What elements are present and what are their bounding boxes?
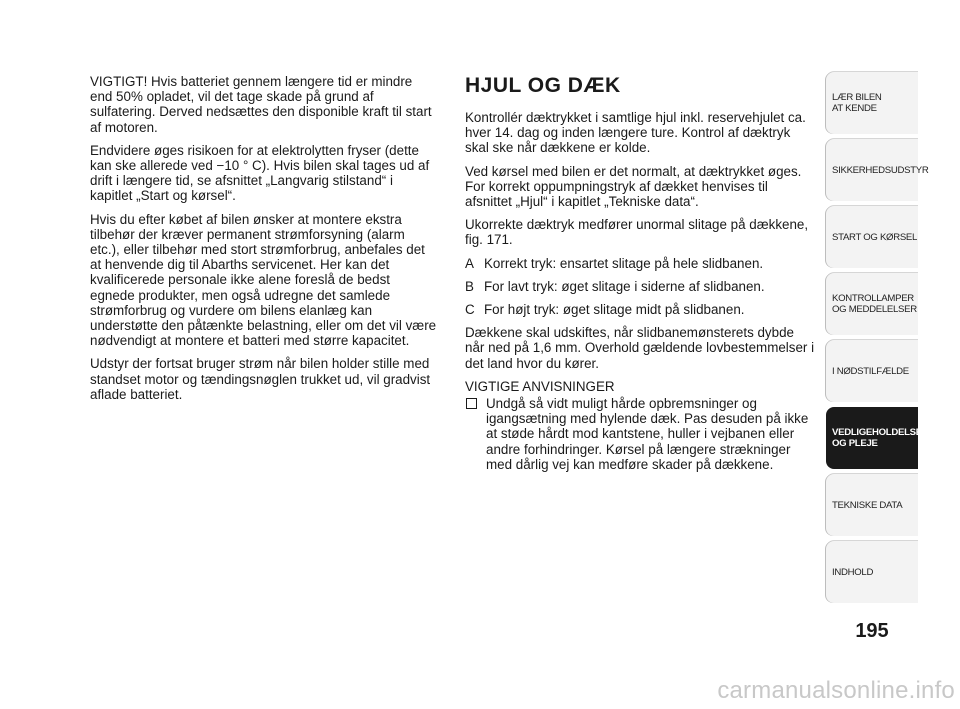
checkbox-bullet-icon: [466, 398, 477, 409]
tab-label: START OG KØRSEL: [832, 231, 918, 243]
list-key: B: [465, 278, 474, 294]
tab-i-noedstilfaelde[interactable]: [826, 340, 918, 402]
paragraph-replace-tyres: Dækkene skal udskiftes, når slidbanemønsterets dybde når ned på 1,6 mm. Overhold gældende lovbestemmelser i det land hvor du kører.: [465, 325, 815, 371]
tab-label: KONTROLLAMPER OG MEDDELELSER: [832, 293, 917, 315]
paragraph-pressure-check: Kontrollér dæktrykket i samtlige hjul inkl. reservehjulet ca. hver 14. dag og inden længere ture. Kontrol af dæktryk skal ske når dækkene er kolde.: [465, 110, 806, 156]
tab-kontrollamper[interactable]: [826, 273, 918, 335]
paragraph-discharge: Udstyr der fortsat bruger strøm når bilen holder stille med standset motor og tændingsnøglen trukket ud, vil gradvist aflade batteriet.: [90, 356, 431, 402]
page-number: 195: [855, 620, 889, 642]
tab-label: I NØDSTILFÆLDE: [832, 365, 909, 377]
tab-tekniske-data[interactable]: [826, 474, 918, 536]
paragraph-wear: Ukorrekte dæktryk medfører unormal slitage på dækkene, fig. 171.: [465, 217, 809, 248]
list-item: [465, 256, 817, 271]
tab-label: SIKKERHEDSUDSTYR: [832, 164, 929, 176]
paragraph-freezing: Endvidere øges risikoen for at elektrolytten fryser (dette kan ske allerede ved −10 ° C). Hvis bilen skal tages ud af drift i længere tid, se afsnittet „Langvarig stilstand“ i kapitlet „Start og kørsel“.: [90, 142, 430, 204]
list-key: C: [465, 302, 475, 318]
right-column: [465, 74, 817, 472]
chapter-tabs: [826, 72, 929, 608]
list-key: A: [465, 255, 474, 271]
list-text: Korrekt tryk: ensartet slitage på hele slidbanen.: [484, 255, 764, 271]
notice-bullet: [465, 396, 817, 472]
list-text: For lavt tryk: øget slitage i siderne af slidbanen.: [484, 278, 765, 294]
paragraph-accessories: Hvis du efter købet af bilen ønsker at montere ekstra tilbehør der kræver permanent strømforsyning (alarm etc.), eller tilbehør med stort strømforbrug, anbefales det at henvende dig til Abarths servicenet. Her kan det kvalificerede personale ikke alene foreslå de bedst egnede produkter, men også udregne det samlede strømforbrug og vurdere om bilens elanlæg kan understøtte den påtænkte belastning, eller om det vil være nødvendigt at montere et batteri med større kapacitet.: [90, 211, 437, 349]
watermark: carmanualsonline.info: [717, 677, 955, 704]
list-text: For højt tryk: øget slitage midt på slidbanen.: [484, 302, 745, 318]
tab-start-og-koersel[interactable]: [826, 206, 918, 268]
tab-vedligeholdelse[interactable]: [826, 407, 922, 469]
notice-label: VIGTIGE ANVISNINGER: [465, 378, 615, 394]
paragraph-pressure-increase: Ved kørsel med bilen er det normalt, at dæktrykket øges. For korrekt oppumpningstryk af dækket henvises til afsnittet „Hjul“ i kapitlet „Tekniske data“.: [465, 163, 802, 210]
tab-laer-bilen-at-kende[interactable]: [826, 72, 918, 134]
list-item: [465, 279, 817, 294]
list-item: [465, 302, 817, 317]
notice-bullet-text: Undgå så vidt muligt hårde opbremsninger og igangsætning med hylende dæk. Pas desuden på ikke at støde hårdt mod kantstene, huller i vejbanen eller andre forhindringer. Kørsel på længere strækninger med dårlig vej kan medføre skader på dækkene.: [486, 396, 809, 472]
left-column: [90, 74, 438, 410]
tab-indhold[interactable]: [826, 541, 918, 603]
section-heading: HJUL OG DÆK: [465, 74, 621, 97]
tab-label: TEKNISKE DATA: [832, 499, 903, 511]
tab-sikkerhedsudstyr[interactable]: [826, 139, 929, 201]
tab-label: LÆR BILEN AT KENDE: [832, 92, 882, 114]
tab-label: VEDLIGEHOLDELSE OG PLEJE: [832, 427, 922, 449]
tab-label: INDHOLD: [832, 566, 874, 578]
paragraph-battery-warning: VIGTIGT! Hvis batteriet gennem længere tid er mindre end 50% opladet, vil det tage skade på grund af sulfatering. Derved nedsættes den disponible kraft til start af motoren.: [90, 74, 432, 135]
